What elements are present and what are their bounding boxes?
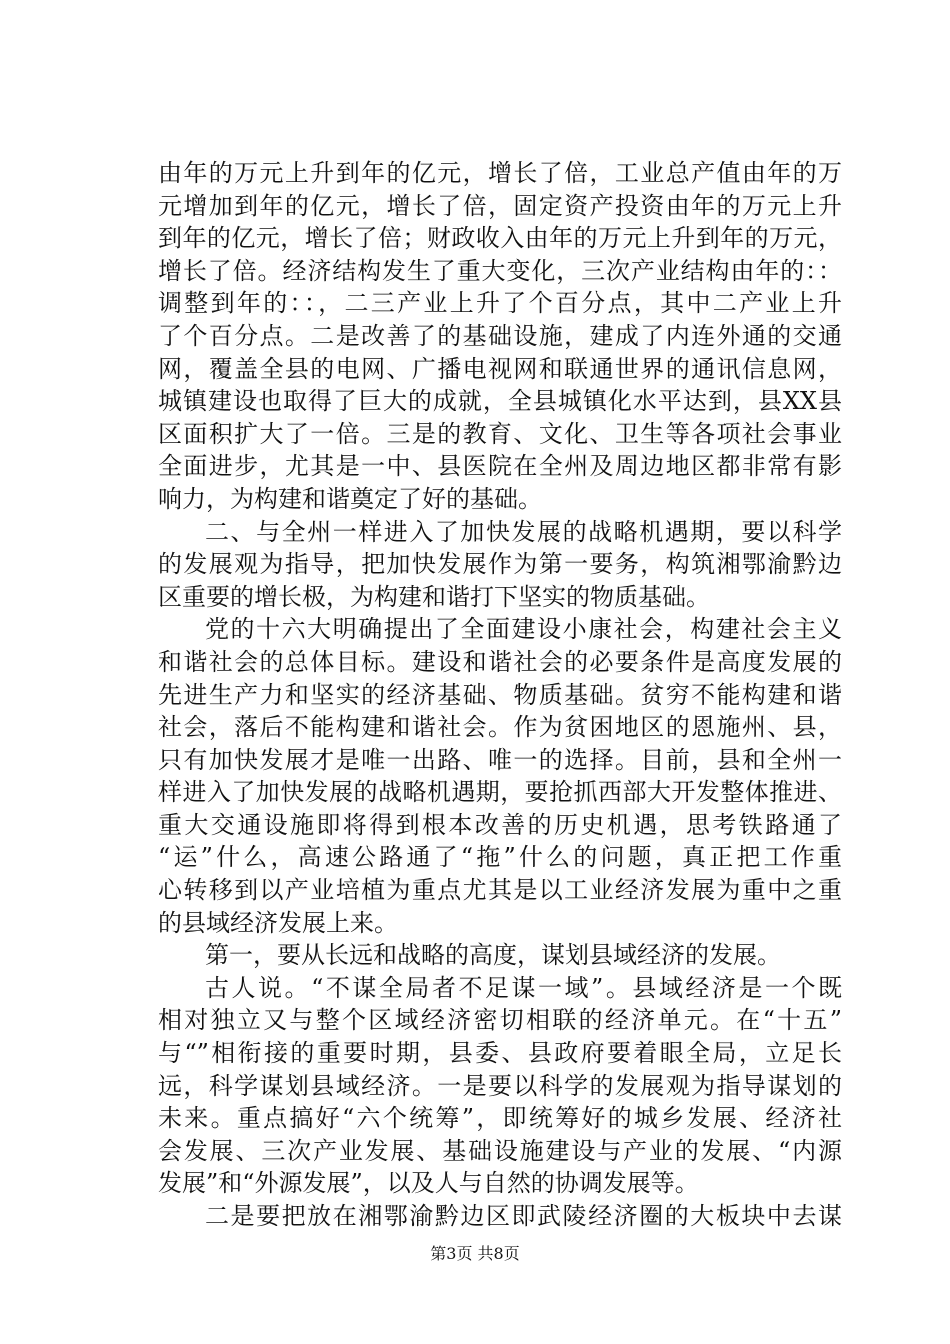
text-line: 了个百分点。二是改善了的基础设施，建成了内连外通的交通: [158, 321, 842, 350]
page-footer: 第3页 共8页: [430, 1244, 520, 1263]
text-line: 区面积扩大了一倍。三是的教育、文化、卫生等各项社会事业: [158, 419, 842, 448]
text-line: 古人说。“不谋全局者不足谋一域”。县域经济是一个既: [205, 973, 842, 1002]
text-line: 的发展观为指导，把加快发展作为第一要务，构筑湘鄂渝黔边: [158, 550, 842, 579]
text-line: 和谐社会的总体目标。建设和谐社会的必要条件是高度发展的: [158, 647, 842, 676]
text-line: 只有加快发展才是唯一出路、唯一的选择。目前，县和全州一: [158, 745, 842, 774]
text-line: 增长了倍。经济结构发生了重大变化，三次产业结构由年的：：: [158, 256, 842, 285]
text-line: 网，覆盖全县的电网、广播电视网和联通世界的通讯信息网，: [158, 354, 842, 383]
text-line: 元增加到年的亿元，增长了倍，固定资产投资由年的万元上升: [158, 191, 842, 220]
text-line: 由年的万元上升到年的亿元，增长了倍，工业总产值由年的万: [158, 159, 842, 187]
document-body: [158, 157, 842, 1233]
text-line: 调整到年的：：，二三产业上升了个百分点，其中二产业上升: [158, 289, 842, 318]
text-line: 响力，为构建和谐奠定了好的基础。: [158, 484, 542, 513]
text-line: 与“”相衔接的重要时期，县委、县政府要着眼全局，立足长: [158, 1039, 842, 1068]
text-line: 二、与全州一样进入了加快发展的战略机遇期，要以科学: [205, 517, 842, 546]
text-line: 全面进步，尤其是一中、县医院在全州及周边地区都非常有影: [158, 452, 842, 481]
text-line: 样进入了加快发展的战略机遇期，要抢抓西部大开发整体推进、: [158, 778, 842, 807]
text-line: “运”什么，高速公路通了“拖”什么的问题，真正把工作重: [158, 843, 842, 872]
text-line: 第一，要从长远和战略的高度，谋划县域经济的发展。: [205, 941, 781, 970]
text-line: 二是要把放在湘鄂渝黔边区即武陵经济圈的大板块中去谋: [205, 1202, 842, 1230]
text-line: 社会，落后不能构建和谐社会。作为贫困地区的恩施州、县，: [158, 713, 842, 742]
text-line: 会发展、三次产业发展、基础设施建设与产业的发展、“内源: [158, 1136, 842, 1165]
text-line: 重大交通设施即将得到根本改善的历史机遇，思考铁路通了: [158, 810, 842, 839]
text-line: 先进生产力和坚实的经济基础、物质基础。贫穷不能构建和谐: [158, 680, 842, 709]
text-line: 相对独立又与整个区域经济密切相联的经济单元。在“十五”: [158, 1006, 842, 1035]
text-line: 城镇建设也取得了巨大的成就，全县城镇化水平达到，县XX县: [158, 387, 842, 416]
text-line: 未来。重点搞好“六个统筹”，即统筹好的城乡发展、经济社: [158, 1104, 842, 1133]
text-line: 党的十六大明确提出了全面建设小康社会，构建社会主义: [205, 615, 842, 644]
text-line: 发展”和“外源发展”，以及人与自然的协调发展等。: [158, 1169, 699, 1198]
text-line: 到年的亿元，增长了倍；财政收入由年的万元上升到年的万元，: [158, 224, 842, 253]
text-line: 区重要的增长极，为构建和谐打下坚实的物质基础。: [158, 582, 710, 611]
text-line: 心转移到以产业培植为重点尤其是以工业经济发展为重中之重: [158, 876, 842, 905]
text-line: 远，科学谋划县域经济。一是要以科学的发展观为指导谋划的: [158, 1071, 842, 1100]
text-line: 的县域经济发展上来。: [158, 908, 398, 937]
